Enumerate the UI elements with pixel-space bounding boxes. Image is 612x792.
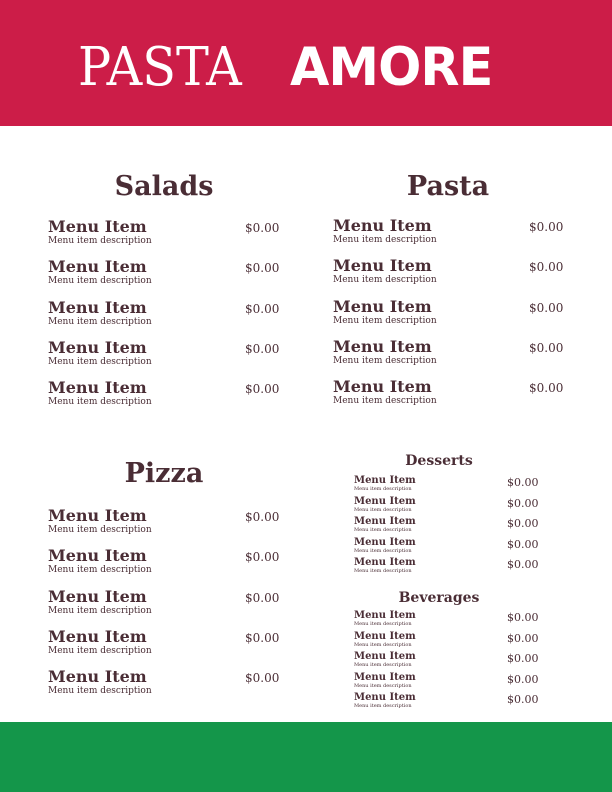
menu-item-name: Menu Item bbox=[48, 217, 147, 236]
menu-item-name: Menu Item bbox=[48, 506, 147, 525]
menu-item-price: $0.00 bbox=[507, 517, 539, 530]
menu-item-price: $0.00 bbox=[245, 590, 280, 605]
menu-item-name: Menu Item bbox=[333, 256, 432, 276]
logo-text-bold: AMORE bbox=[290, 37, 493, 98]
menu-item-description: Menu item description bbox=[48, 316, 152, 327]
menu-item-name: Menu Item bbox=[333, 296, 432, 316]
menu-item-description: Menu item description bbox=[354, 547, 412, 554]
salads-section-title: Salads bbox=[114, 171, 214, 202]
menu-item-price: $0.00 bbox=[245, 550, 280, 565]
menu-item-description: Menu item description bbox=[48, 525, 152, 535]
menu-item-name: Menu Item bbox=[354, 495, 416, 507]
menu-item-price: $0.00 bbox=[529, 260, 564, 275]
menu-item-description: Menu item description bbox=[48, 645, 152, 656]
menu-item-price: $0.00 bbox=[529, 300, 564, 315]
menu-item-price: $0.00 bbox=[507, 611, 539, 624]
menu-item-name: Menu Item bbox=[354, 475, 416, 486]
menu-item-description: Menu item description bbox=[48, 605, 152, 616]
menu-item-description: Menu item description bbox=[354, 506, 412, 513]
menu-item-price: $0.00 bbox=[529, 340, 564, 355]
menu-item-name: Menu Item bbox=[48, 297, 147, 317]
menu-item-name: Menu Item bbox=[354, 610, 416, 621]
header-banner bbox=[0, 0, 612, 126]
menu-item-price: $0.00 bbox=[245, 341, 280, 356]
menu-item-description: Menu item description bbox=[48, 356, 152, 367]
menu-item-price: $0.00 bbox=[507, 558, 539, 571]
menu-item-name: Menu Item bbox=[48, 257, 147, 277]
menu-item-description: Menu item description bbox=[333, 396, 437, 407]
menu-item-name: Menu Item bbox=[354, 671, 416, 683]
menu-item-price: $0.00 bbox=[507, 631, 539, 645]
menu-item-price: $0.00 bbox=[245, 382, 280, 397]
footer-banner bbox=[0, 722, 612, 792]
menu-item-description: Menu item description bbox=[333, 235, 437, 245]
menu-item-name: Menu Item bbox=[48, 337, 147, 357]
menu-item-price: $0.00 bbox=[507, 496, 539, 510]
menu-item-description: Menu item description bbox=[333, 355, 437, 366]
menu-item-price: $0.00 bbox=[507, 652, 539, 665]
menu-item-price: $0.00 bbox=[245, 221, 280, 235]
menu-item-description: Menu item description bbox=[354, 486, 412, 492]
menu-item-description: Menu item description bbox=[354, 621, 412, 627]
menu-item-description: Menu item description bbox=[354, 662, 412, 668]
menu-item-price: $0.00 bbox=[529, 220, 564, 234]
menu-item-name: Menu Item bbox=[333, 377, 432, 397]
menu-item-description: Menu item description bbox=[354, 568, 412, 574]
menu-item-description: Menu item description bbox=[48, 565, 152, 576]
menu-item-name: Menu Item bbox=[333, 336, 432, 356]
menu-item-name: Menu Item bbox=[354, 651, 416, 662]
menu-item-price: $0.00 bbox=[507, 476, 539, 489]
logo-text-light: PASTA bbox=[78, 37, 242, 98]
menu-item-name: Menu Item bbox=[354, 557, 416, 568]
menu-item-price: $0.00 bbox=[245, 630, 280, 645]
menu-item-description: Menu item description bbox=[354, 641, 412, 648]
menu-item-name: Menu Item bbox=[354, 516, 416, 527]
menu-item-description: Menu item description bbox=[48, 686, 152, 697]
menu-item-price: $0.00 bbox=[245, 301, 280, 316]
menu-item-name: Menu Item bbox=[354, 630, 416, 642]
menu-item-price: $0.00 bbox=[245, 510, 280, 524]
menu-item-name: Menu Item bbox=[333, 216, 432, 235]
menu-item-name: Menu Item bbox=[48, 586, 147, 606]
menu-item-name: Menu Item bbox=[48, 546, 147, 566]
beverages-section-title: Beverages bbox=[398, 590, 480, 606]
menu-item-description: Menu item description bbox=[333, 275, 437, 286]
menu-item-description: Menu item description bbox=[48, 236, 152, 246]
menu-item-description: Menu item description bbox=[354, 527, 412, 533]
menu-item-description: Menu item description bbox=[354, 682, 412, 689]
menu-item-price: $0.00 bbox=[507, 672, 539, 686]
menu-item-name: Menu Item bbox=[48, 626, 147, 646]
menu-item-price: $0.00 bbox=[245, 671, 280, 686]
menu-item-description: Menu item description bbox=[333, 315, 437, 326]
pasta-section-title: Pasta bbox=[406, 171, 490, 202]
menu-item-description: Menu item description bbox=[354, 703, 412, 709]
menu-item-price: $0.00 bbox=[507, 693, 539, 706]
menu-item-price: $0.00 bbox=[245, 261, 280, 276]
menu-item-description: Menu item description bbox=[48, 397, 152, 408]
menu-item-price: $0.00 bbox=[529, 381, 564, 396]
menu-item-description: Menu item description bbox=[48, 276, 152, 287]
chili-heart-icon bbox=[336, 0, 366, 18]
brand-logo bbox=[78, 37, 501, 98]
pizza-section-title: Pizza bbox=[124, 458, 204, 489]
menu-item-price: $0.00 bbox=[507, 537, 539, 551]
menu-item-name: Menu Item bbox=[48, 378, 147, 398]
menu-item-name: Menu Item bbox=[354, 692, 416, 703]
menu-item-name: Menu Item bbox=[354, 536, 416, 548]
menu-item-name: Menu Item bbox=[48, 667, 147, 687]
desserts-section-title: Desserts bbox=[405, 453, 473, 469]
